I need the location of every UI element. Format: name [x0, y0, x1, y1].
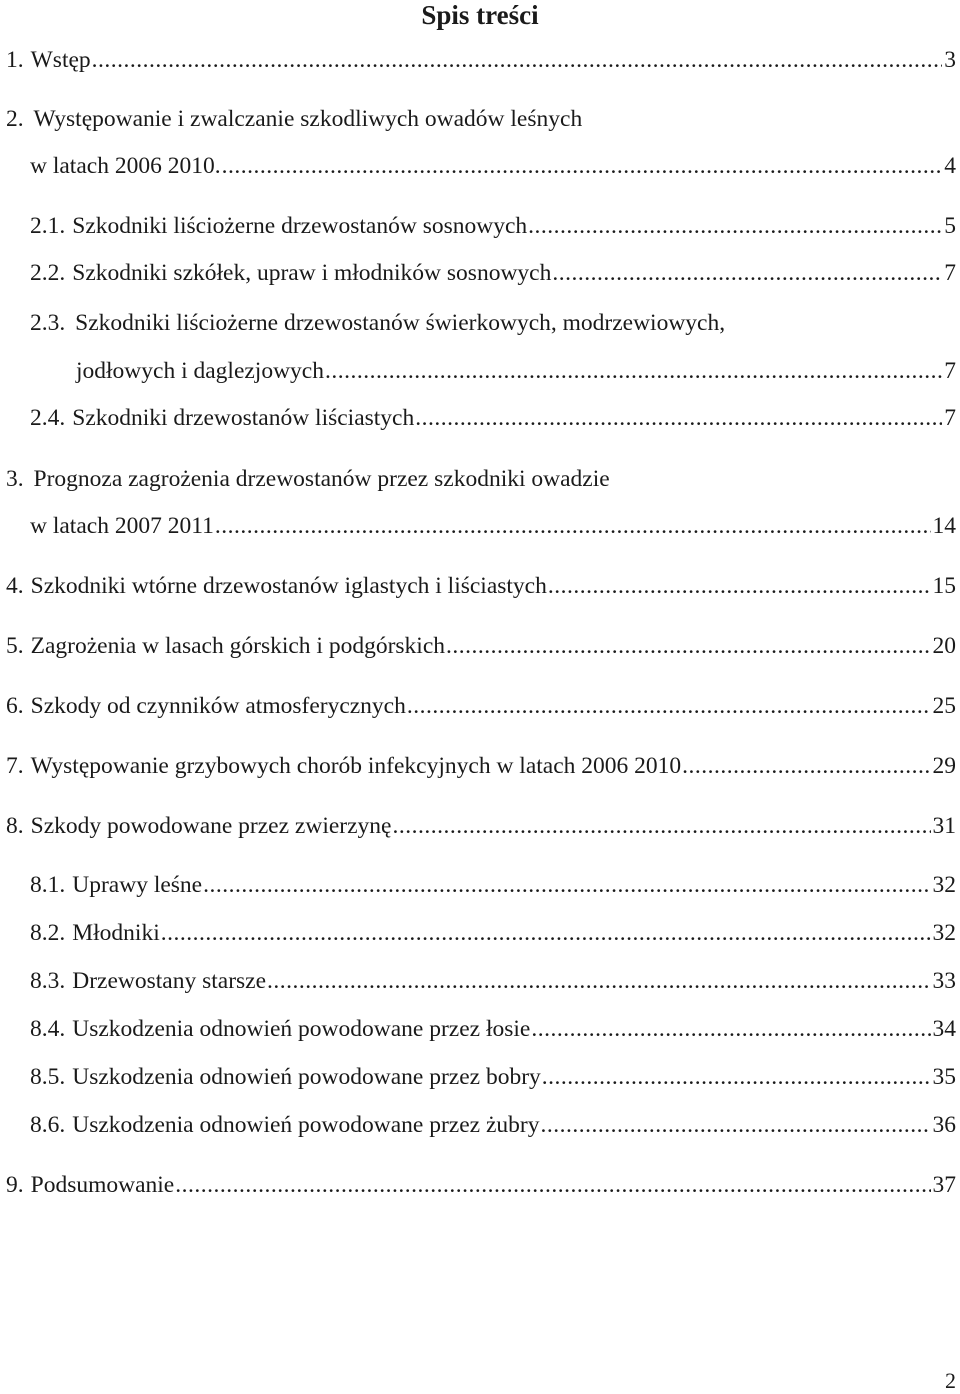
toc-entry-8-2[interactable] [30, 919, 956, 947]
toc-entry-7[interactable] [6, 752, 956, 780]
toc-entry-8-4[interactable] [30, 1015, 956, 1043]
dot-leader [215, 512, 931, 540]
toc-entry-8-1[interactable] [30, 871, 956, 899]
dot-leader [203, 871, 930, 899]
toc-entry-page: 37 [932, 1172, 956, 1198]
toc-entry-title: Podsumowanie [30, 1172, 175, 1198]
page-number: 2 [945, 1368, 956, 1393]
toc-entry-continuation: w latach 2007 2011 [30, 513, 214, 539]
toc-entry-8-6[interactable] [30, 1111, 956, 1139]
toc-entry-title: Wstęp [30, 47, 91, 73]
toc-entry-2-4[interactable] [30, 404, 956, 432]
toc-entry-title: Występowanie grzybowych chorób infekcyjnych w latach 2006 2010 [30, 753, 682, 779]
toc-entry-page: 14 [932, 513, 956, 539]
toc-entry-9[interactable] [6, 1171, 956, 1199]
dot-leader [222, 152, 943, 180]
toc-entry-number: 8.3. [30, 968, 66, 994]
toc-entry-3-title-line[interactable] [6, 465, 610, 493]
toc-entry-number: 8.6. [30, 1112, 66, 1138]
toc-entry-page: 31 [932, 813, 956, 839]
toc-entry-number: 1. [6, 47, 24, 73]
toc-entry-2-1[interactable] [30, 212, 956, 240]
toc-entry-number: 2. [6, 106, 24, 132]
toc-entry-page: 3 [944, 47, 956, 73]
toc-entry-title: Szkodniki drzewostanów liściastych [72, 405, 415, 431]
toc-entry-2-3[interactable] [76, 357, 956, 385]
toc-entry-number: 2.4. [30, 405, 66, 431]
toc-entry-number: 8.1. [30, 872, 66, 898]
toc-entry-page: 33 [932, 968, 956, 994]
toc-entry-number: 2.2. [30, 260, 66, 286]
toc-entry-title: Szkodniki wtórne drzewostanów iglastych i liściastych [30, 573, 547, 599]
toc-entry-number: 6. [6, 693, 24, 719]
toc-entry-page: 7 [944, 260, 956, 286]
dot-leader [682, 752, 930, 780]
toc-entry-page: 20 [932, 633, 956, 659]
dot-leader [392, 812, 930, 840]
toc-entry-page: 32 [932, 872, 956, 898]
toc-entry-4[interactable] [6, 572, 956, 600]
toc-entry-page: 32 [932, 920, 956, 946]
toc-entry-page: 15 [932, 573, 956, 599]
toc-entry-title: Uszkodzenia odnowień powodowane przez łosie [72, 1016, 531, 1042]
toc-entry-page: 5 [944, 213, 956, 239]
toc-entry-title: Szkody powodowane przez zwierzynę [30, 813, 392, 839]
toc-entry-continuation: w latach 2006 2010. [30, 153, 221, 179]
toc-entry-title: Szkodniki liściożerne drzewostanów świerkowych, modrzewiowych, [75, 310, 726, 336]
dot-leader [552, 259, 942, 287]
dot-leader [531, 1015, 930, 1043]
toc-entry-2-title-line[interactable] [6, 105, 582, 133]
toc-entry-6[interactable] [6, 692, 956, 720]
toc-entry-number: 8.5. [30, 1064, 66, 1090]
dot-leader [446, 632, 930, 660]
dot-leader [175, 1171, 930, 1199]
toc-entry-title: Zagrożenia w lasach górskich i podgórskich [30, 633, 446, 659]
dot-leader [540, 1111, 930, 1139]
dot-leader [267, 967, 930, 995]
toc-entry-title: Prognoza zagrożenia drzewostanów przez szkodniki owadzie [33, 466, 610, 492]
toc-entry-page: 29 [932, 753, 956, 779]
toc-entry-title: Występowanie i zwalczanie szkodliwych owadów leśnych [33, 106, 583, 132]
toc-entry-3[interactable] [30, 512, 956, 540]
toc-entry-number: 2.1. [30, 213, 66, 239]
toc-entry-number: 8.4. [30, 1016, 66, 1042]
toc-entry-title: Uszkodzenia odnowień powodowane przez bobry [72, 1064, 541, 1090]
toc-entry-page: 25 [932, 693, 956, 719]
toc-entry-8-5[interactable] [30, 1063, 956, 1091]
toc-entry-title: Uprawy leśne [72, 872, 203, 898]
dot-leader [415, 404, 942, 432]
toc-entry-page: 7 [944, 405, 956, 431]
dot-leader [548, 572, 931, 600]
toc-entry-1[interactable] [6, 46, 956, 74]
toc-entry-page: 34 [932, 1016, 956, 1042]
dot-leader [528, 212, 942, 240]
dot-leader [542, 1063, 931, 1091]
toc-entry-8[interactable] [6, 812, 956, 840]
dot-leader [161, 919, 931, 947]
toc-entry-title: Szkody od czynników atmosferycznych [30, 693, 406, 719]
toc-entry-number: 3. [6, 466, 24, 492]
toc-entry-8-3[interactable] [30, 967, 956, 995]
toc-entry-number: 5. [6, 633, 24, 659]
toc-entry-page: 35 [932, 1064, 956, 1090]
toc-entry-title: Uszkodzenia odnowień powodowane przez żubry [72, 1112, 540, 1138]
dot-leader [325, 357, 942, 385]
toc-entry-2[interactable] [30, 152, 956, 180]
page-title: Spis treści [421, 0, 539, 30]
toc-entry-continuation: jodłowych i daglezjowych [76, 358, 324, 384]
toc-entry-2-2[interactable] [30, 259, 956, 287]
toc-entry-number: 2.3. [30, 310, 66, 336]
toc-entry-page: 7 [944, 358, 956, 384]
toc-entry-title: Drzewostany starsze [72, 968, 267, 994]
toc-entry-number: 4. [6, 573, 24, 599]
toc-entry-page: 36 [932, 1112, 956, 1138]
toc-entry-number: 9. [6, 1172, 24, 1198]
toc-entry-title: Szkodniki liściożerne drzewostanów sosnowych [72, 213, 528, 239]
toc-entry-number: 7. [6, 753, 24, 779]
toc-entry-5[interactable] [6, 632, 956, 660]
toc-entry-title: Młodniki [72, 920, 160, 946]
dot-leader [407, 692, 931, 720]
toc-entry-2-3-title-line[interactable] [30, 309, 725, 337]
toc-entry-title: Szkodniki szkółek, upraw i młodników sosnowych [72, 260, 552, 286]
toc-entry-page: 4 [944, 153, 956, 179]
toc-entry-number: 8. [6, 813, 24, 839]
dot-leader [92, 46, 943, 74]
toc-entry-number: 8.2. [30, 920, 66, 946]
